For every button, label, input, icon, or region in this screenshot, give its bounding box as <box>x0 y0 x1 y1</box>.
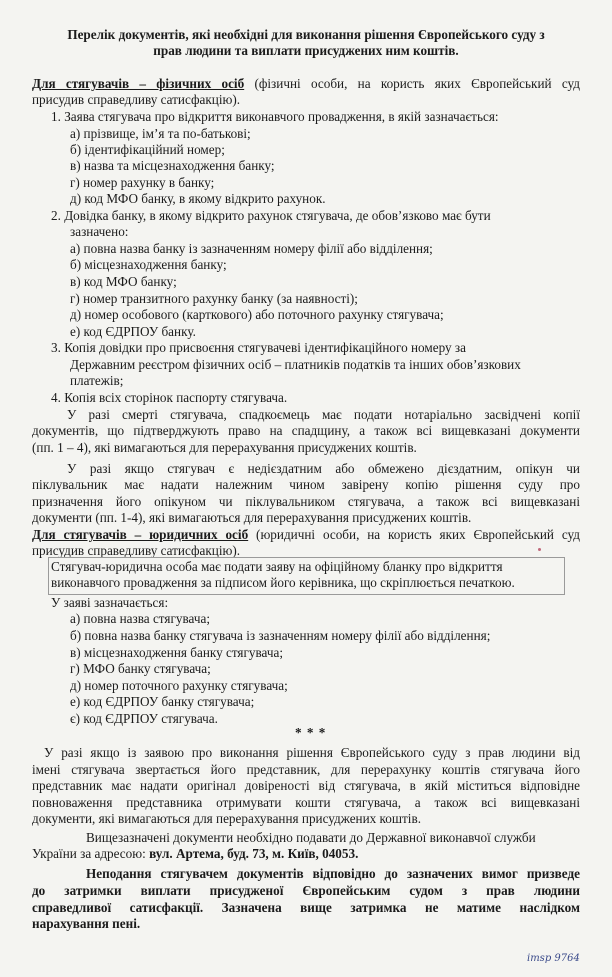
individuals-item-3: 3. Копія довідки про присвоєння стягувачеві ідентифікаційного номеру за <box>51 340 466 355</box>
individuals-item-3-line-3: платежів; <box>70 373 124 388</box>
individuals-item-1-sub: г) номер рахунку в банку; <box>70 175 215 190</box>
individuals-item-1-sub: в) назва та місцезнаходження банку; <box>70 158 275 173</box>
representative-paragraph-line: імені стягувача звертається його представник, для перерахунку коштів стягувача його <box>32 762 580 777</box>
title-line-2: прав людини та виплати присуджених ним коштів. <box>153 43 459 58</box>
individuals-item-2-sub: е) код ЄДРПОУ банку. <box>70 324 196 339</box>
legal-statement-sub: а) повна назва стягувача; <box>70 611 210 626</box>
submission-line-1: Вищезазначені документи необхідно подавати до Державної виконавчої служби <box>86 830 536 845</box>
individuals-item-2: 2. Довідка банку, в якому відкрито рахунок стягувача, де обов’язково має бути <box>51 208 491 223</box>
death-paragraph-line: У разі смерті стягувача, спадкоємець має подати нотаріально засвідчені копії <box>67 407 580 422</box>
handwritten-note: imsp 9764 <box>527 953 580 964</box>
incapacity-paragraph-line: призначення його опікуном чи піклувальником стягувача, а також всі вищевказані <box>32 494 580 509</box>
boxed-requirement-line: виконавчого провадження за підписом його керівника, що скріплюється печаткою. <box>51 575 515 590</box>
individuals-item-2-line-2: зазначено: <box>70 224 129 239</box>
submission-address-label: України за адресою: <box>32 846 150 861</box>
individuals-item-1: 1. Заява стягувача про відкриття виконавчого провадження, в якій зазначається: <box>51 109 499 124</box>
individuals-item-2-sub: в) код МФО банку; <box>70 274 177 289</box>
legal-statement-sub: б) повна назва банку стягувача із зазначенням номеру філії або відділення; <box>70 628 491 643</box>
submission-address: вул. Артема, буд. 73, м. Київ, 04053. <box>149 846 359 861</box>
individuals-item-3-line-2: Державним реєстром фізичних осіб – платників податків та інших обов’язкових <box>70 357 521 372</box>
individuals-item-2-sub: д) номер особового (карткового) або поточного рахунку стягувача; <box>70 307 444 322</box>
individuals-item-2-sub: а) повна назва банку із зазначенням номеру філії або відділення; <box>70 241 433 256</box>
individuals-item-4: 4. Копія всіх сторінок паспорту стягувача. <box>51 390 288 405</box>
incapacity-paragraph-line: У разі якщо стягувач є недієздатним або обмежено дієздатним, опікун чи <box>67 461 580 476</box>
individuals-item-2-sub: б) місцезнаходження банку; <box>70 257 227 272</box>
representative-paragraph-line: документи, які вимагаються для перерахування присуджених коштів. <box>32 811 421 826</box>
individuals-heading-line-2: присудив справедливу сатисфакцію). <box>32 92 241 107</box>
incapacity-paragraph-line: документи (пп. 1-4), які вимагаються для перерахування присуджених коштів. <box>32 510 472 525</box>
individuals-heading-rest: (фізичні особи, на користь яких Європейський суд <box>244 76 580 91</box>
individuals-heading <box>32 76 580 92</box>
warning-line: Неподання стягувачем документів відповідно до зазначених вимог призведе <box>86 866 580 881</box>
legal-statement-sub: д) номер поточного рахунку стягувача; <box>70 678 288 693</box>
legal-statement-sub: є) код ЄДРПОУ стягувача. <box>70 711 218 726</box>
individuals-item-1-sub: б) ідентифікаційний номер; <box>70 142 225 157</box>
warning-line: нарахування пені. <box>32 916 141 931</box>
legal-heading-line-2: присудив справедливу сатисфакцію). <box>32 543 241 558</box>
individuals-item-2-sub: г) номер транзитного рахунку банку (за наявності); <box>70 291 358 306</box>
incapacity-paragraph-line: піклувальник має надати належним чином завірену копію рішення суду про <box>32 477 580 492</box>
legal-statement-sub: в) місцезнаходження банку стягувача; <box>70 645 284 660</box>
section-separator: * * * <box>295 725 327 740</box>
death-paragraph-line: (пп. 1 – 4), які вимагаються для перерахування присуджених коштів. <box>32 440 417 455</box>
death-paragraph-line: документів, що підтверджують право на спадщину, а також всі вищевказані документи <box>32 423 580 438</box>
legal-heading-rest: (юридичні особи, на користь яких Європейський суд <box>248 527 580 542</box>
legal-heading-bold: Для стягувачів – юридичних осіб <box>32 527 249 542</box>
title-line-1: Перелік документів, які необхідні для виконання рішення Європейського суду з <box>67 27 545 42</box>
legal-statement-sub: е) код ЄДРПОУ банку стягувача; <box>70 694 255 709</box>
submission-line-2 <box>32 846 358 862</box>
warning-line: до затримки виплати присудженої Європейським судом з прав людини <box>32 883 580 898</box>
individuals-item-1-sub: а) прізвище, ім’я та по-батькові; <box>70 126 251 141</box>
legal-statement-sub: г) МФО банку стягувача; <box>70 661 211 676</box>
ink-mark <box>538 548 541 551</box>
representative-paragraph-line: повноваження представника отримувати кошти стягувача, а також всі вищевказані <box>32 795 580 810</box>
representative-paragraph-line: представник має надати оригінал довіреності від стягувача, в якій міститься відповідне <box>32 778 580 793</box>
legal-heading <box>32 527 580 543</box>
warning-line: справедливої сатисфакції. Зазначена вище затримка не матиме наслідком <box>32 900 580 915</box>
boxed-requirement-line: Стягувач-юридична особа має подати заяву на офіційному бланку про відкриття <box>51 559 503 574</box>
individuals-item-1-sub: д) код МФО банку, в якому відкрито рахунок. <box>70 191 326 206</box>
representative-paragraph-line: У разі якщо із заявою про виконання рішення Європейського суду з прав людини від <box>44 745 580 760</box>
individuals-heading-bold: Для стягувачів – фізичних осіб <box>32 76 245 91</box>
legal-statement-intro: У заяві зазначається: <box>51 595 169 610</box>
